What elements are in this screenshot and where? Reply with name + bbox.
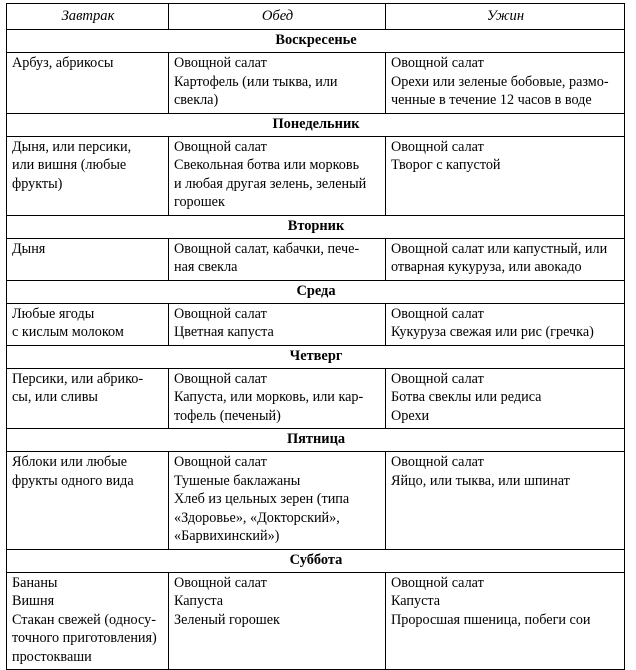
cell-line: Овощной салат — [391, 138, 484, 155]
cell-line: Овощной салат — [391, 454, 484, 470]
cell-line: сы, или сливы — [12, 389, 98, 405]
day-header-row — [7, 429, 625, 452]
day-header-row — [7, 113, 625, 136]
table-row — [7, 238, 625, 280]
table-header-row — [7, 4, 625, 30]
cell-line: Дыня — [12, 240, 46, 257]
day-name-3: Среда — [7, 280, 625, 303]
cell-lunch — [169, 303, 386, 345]
cell-lunch — [169, 238, 386, 280]
cell-line: Овощной салат — [174, 305, 267, 322]
day-name-1: Понедельник — [7, 113, 625, 136]
cell-dinner — [386, 238, 625, 280]
day-header-row — [7, 280, 625, 303]
cell-line: Орехи или зеленые бобовые, размо- — [391, 73, 609, 90]
cell-breakfast — [7, 136, 169, 215]
cell-dinner — [386, 452, 625, 550]
table-row — [7, 572, 625, 670]
cell-line: Овощной салат — [391, 305, 484, 322]
day-header-row — [7, 30, 625, 53]
cell-line: Творог с капустой — [391, 157, 501, 173]
day-name-4: Четверг — [7, 345, 625, 368]
cell-line: «Барвихинский») — [174, 528, 280, 544]
cell-line: Яблоки или любые — [12, 454, 128, 470]
cell-line: Овощной салат — [174, 370, 267, 387]
cell-breakfast — [7, 452, 169, 550]
cell-line: ченные в течение 12 часов в воде — [391, 92, 592, 108]
cell-line: Овощной салат — [391, 370, 484, 387]
cell-line: фрукты) — [12, 175, 63, 192]
cell-line: Орехи — [391, 407, 430, 424]
cell-line: простокваши — [12, 648, 92, 665]
cell-line: с кислым молоком — [12, 324, 124, 340]
cell-line: ная свекла — [174, 259, 238, 275]
day-name-2: Вторник — [7, 215, 625, 238]
cell-line: Персики, или абрико- — [12, 370, 144, 387]
cell-line: и любая другая зелень, зеленый — [174, 175, 367, 192]
cell-breakfast — [7, 238, 169, 280]
cell-line: Капуста, или морковь, или кар- — [174, 389, 364, 405]
cell-line: фрукты одного вида — [12, 472, 134, 489]
cell-breakfast — [7, 53, 169, 114]
cell-line: Тушеные баклажаны — [174, 472, 301, 489]
column-header-dinner: Ужин — [386, 4, 625, 30]
cell-line: свекла) — [174, 92, 219, 108]
cell-line: отварная кукуруза, или авокадо — [391, 259, 582, 275]
cell-lunch — [169, 452, 386, 550]
cell-dinner — [386, 303, 625, 345]
table-row — [7, 452, 625, 550]
column-header-breakfast: Завтрак — [7, 4, 169, 30]
cell-line: Цветная капуста — [174, 324, 274, 340]
cell-lunch — [169, 53, 386, 114]
cell-breakfast — [7, 303, 169, 345]
cell-line: Дыня, или персики, — [12, 138, 132, 155]
cell-breakfast — [7, 368, 169, 429]
table-row — [7, 303, 625, 345]
cell-line: Овощной салат — [391, 574, 484, 591]
cell-dinner — [386, 136, 625, 215]
cell-line: Арбуз, абрикосы — [12, 55, 114, 71]
cell-line: «Здоровье», «Докторский», — [174, 509, 340, 526]
cell-line: Овощной салат — [174, 454, 267, 470]
cell-line: Овощной салат — [174, 574, 267, 591]
cell-line: Вишня — [12, 593, 55, 609]
cell-dinner — [386, 572, 625, 670]
cell-line: тофель (печеный) — [174, 407, 281, 424]
table-row — [7, 368, 625, 429]
cell-line: Проросшая пшеница, побеги сои — [391, 611, 591, 628]
cell-line: Любые ягоды — [12, 305, 95, 322]
weekly-menu-table-container — [6, 3, 624, 670]
cell-line: Капуста — [391, 593, 441, 609]
cell-line: Овощной салат или капустный, или — [391, 240, 608, 257]
cell-dinner — [386, 53, 625, 114]
day-name-0: Воскресенье — [7, 30, 625, 53]
cell-line: или вишня (любые — [12, 157, 127, 173]
day-name-6: Суббота — [7, 549, 625, 572]
cell-lunch — [169, 368, 386, 429]
day-name-5: Пятница — [7, 429, 625, 452]
cell-lunch — [169, 572, 386, 670]
weekly-menu-table — [6, 3, 625, 670]
cell-line: Овощной салат — [174, 138, 267, 155]
cell-lunch — [169, 136, 386, 215]
cell-line: Кукуруза свежая или рис (гречка) — [391, 324, 594, 340]
column-header-lunch: Обед — [169, 4, 386, 30]
cell-line: Овощной салат — [174, 55, 267, 71]
cell-line: Картофель (или тыква, или — [174, 73, 338, 90]
cell-line: Хлеб из цельных зерен (типа — [174, 491, 350, 507]
cell-line: Стакан свежей (односу- — [12, 611, 156, 628]
cell-line: Овощной салат, кабачки, пече- — [174, 240, 360, 257]
cell-line: Зеленый горошек — [174, 611, 280, 628]
cell-breakfast — [7, 572, 169, 670]
cell-line: Ботва свеклы или редиса — [391, 389, 542, 405]
day-header-row — [7, 345, 625, 368]
cell-line: Свекольная ботва или морковь — [174, 157, 360, 173]
day-header-row — [7, 215, 625, 238]
cell-line: горошек — [174, 194, 225, 210]
table-row — [7, 53, 625, 114]
cell-dinner — [386, 368, 625, 429]
cell-line: Овощной салат — [391, 55, 484, 71]
cell-line: точного приготовления) — [12, 630, 157, 646]
cell-line: Бананы — [12, 574, 58, 591]
cell-line: Яйцо, или тыква, или шпинат — [391, 472, 570, 489]
table-row — [7, 136, 625, 215]
cell-line: Капуста — [174, 593, 224, 609]
day-header-row — [7, 549, 625, 572]
